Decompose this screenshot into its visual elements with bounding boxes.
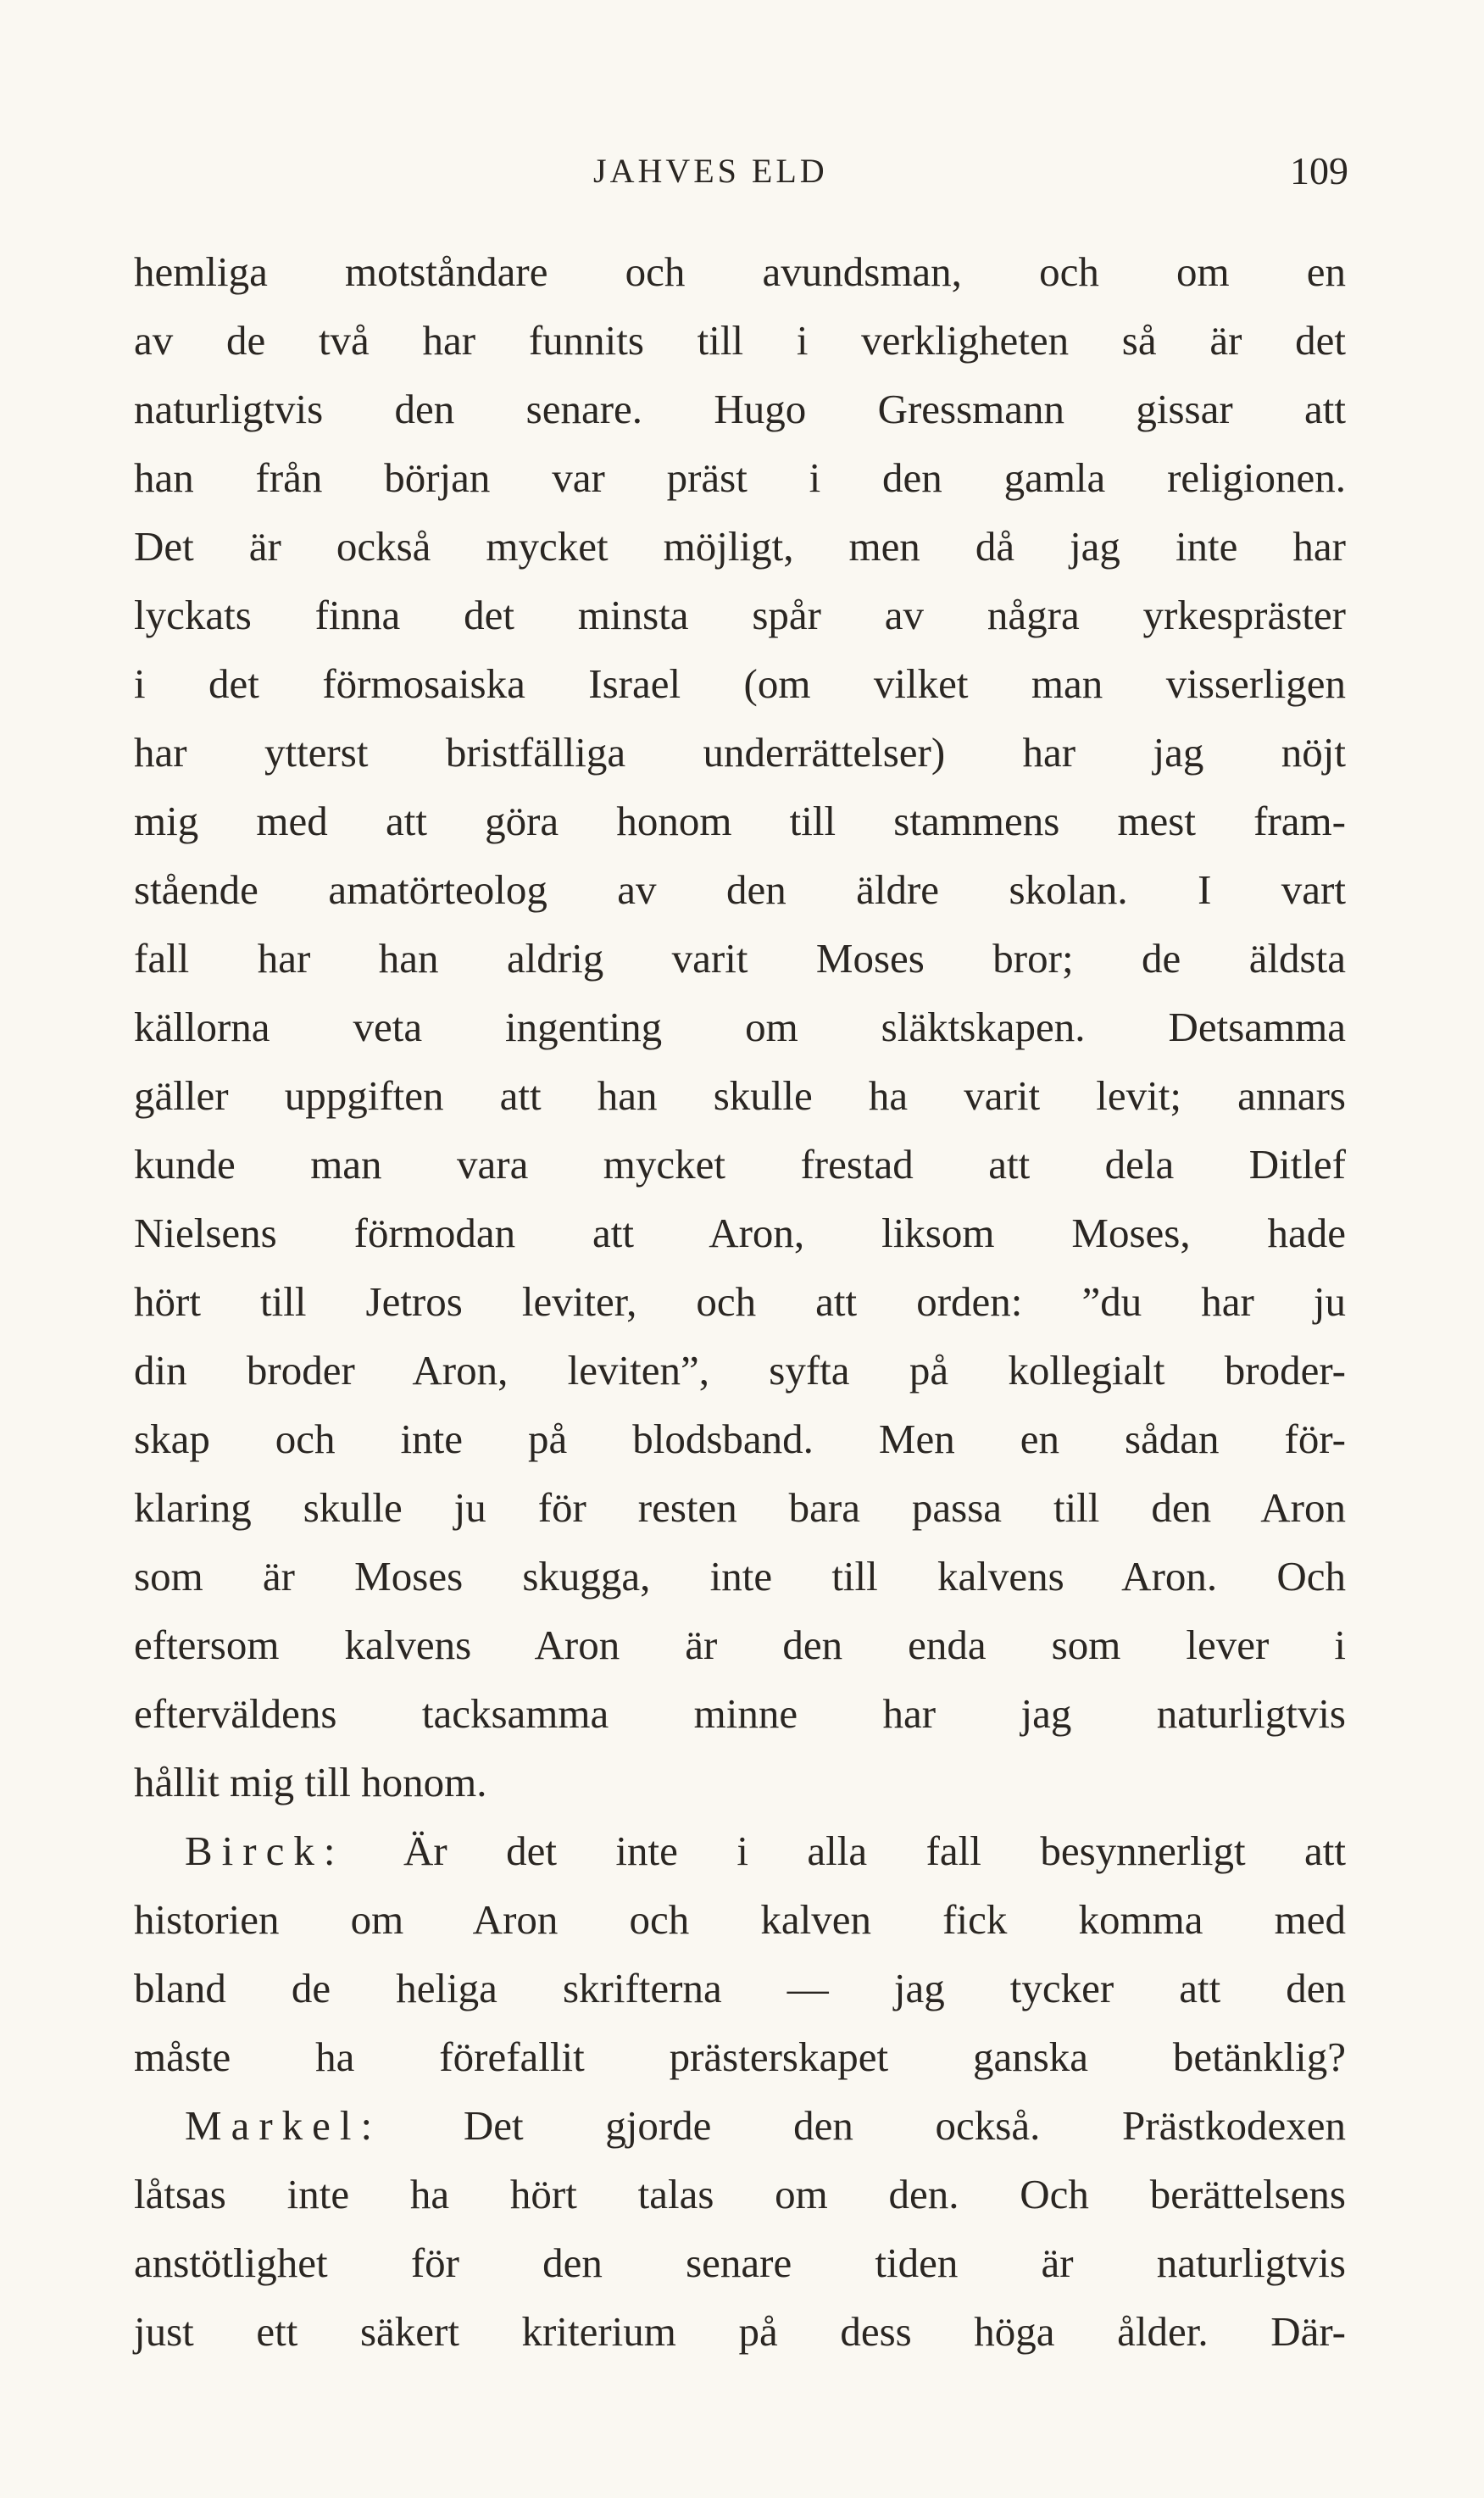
text-line: lyckats finna det minsta spår av några yrkespräster (134, 592, 1346, 638)
dialogue-text: Är det inte i alla fall besynnerligt att (403, 1828, 1347, 1874)
text-line: gäller uppgiften att han skulle ha varit levit; annars (134, 1072, 1346, 1119)
text-line: naturligtvis den senare. Hugo Gressmann gissar att (134, 386, 1346, 432)
text-line: Nielsens förmodan att Aron, liksom Moses, hade (134, 1210, 1346, 1256)
text-line: fall har han aldrig varit Moses bror; de äldsta (134, 935, 1346, 982)
running-title: JAHVES ELD (593, 152, 828, 190)
page-number: 109 (1290, 149, 1348, 192)
text-line: mig med att göra honom till stammens mest fram- (134, 798, 1346, 844)
text-line: hemliga motståndare och avundsman, och om en (134, 248, 1346, 295)
body-text (134, 237, 1346, 2366)
text-line: stående amatörteolog av den äldre skolan. I vart (134, 866, 1346, 913)
text-line: eftersom kalvens Aron är den enda som lever i (134, 1622, 1346, 1668)
text-line: historien om Aron och kalven fick komma med (134, 1896, 1346, 1943)
text-line: klaring skulle ju för resten bara passa till den Aron (134, 1484, 1346, 1531)
speaker-name: Markel: (185, 2102, 382, 2149)
text-line: i det förmosaiska Israel (om vilket man visserligen (134, 660, 1346, 707)
text-line: han från början var präst i den gamla religionen. (134, 454, 1346, 501)
text-line: just ett säkert kriterium på dess höga ålder. Där- (134, 2308, 1346, 2355)
text-line: din broder Aron, leviten”, syfta på kollegialt broder- (134, 1347, 1346, 1394)
text-line: måste ha förefallit prästerskapet ganska betänklig? (134, 2033, 1346, 2080)
dialogue-line (134, 1816, 1346, 1885)
text-line: hållit mig till honom. (134, 1759, 487, 1805)
text-line: skap och inte på blodsband. Men en sådan för- (134, 1416, 1346, 1462)
text-line: låtsas inte ha hört talas om den. Och berättelsens (134, 2171, 1346, 2217)
text-line: källorna veta ingenting om släktskapen. Detsamma (134, 1004, 1346, 1050)
text-line: hört till Jetros leviter, och att orden: ”du har ju (134, 1278, 1346, 1325)
running-head (0, 146, 1484, 197)
dialogue-text: Det gjorde den också. Prästkodexen (463, 2102, 1347, 2149)
speaker-name: Birck: (185, 1828, 345, 1874)
text-line: Det är också mycket möjligt, men då jag inte har (134, 523, 1346, 570)
text-line: anstötlighet för den senare tiden är naturligtvis (134, 2239, 1346, 2286)
dialogue-line (134, 2091, 1346, 2160)
text-line: bland de heliga skrifterna — jag tycker att den (134, 1965, 1346, 2011)
text-line: av de två har funnits till i verkligheten så är det (134, 317, 1346, 364)
text-line: har ytterst bristfälliga underrättelser) har jag nöjt (134, 729, 1346, 776)
text-line: kunde man vara mycket frestad att dela Ditlef (134, 1141, 1346, 1188)
text-line: som är Moses skugga, inte till kalvens Aron. Och (134, 1553, 1346, 1599)
text-line: efterväldens tacksamma minne har jag naturligtvis (134, 1690, 1346, 1737)
